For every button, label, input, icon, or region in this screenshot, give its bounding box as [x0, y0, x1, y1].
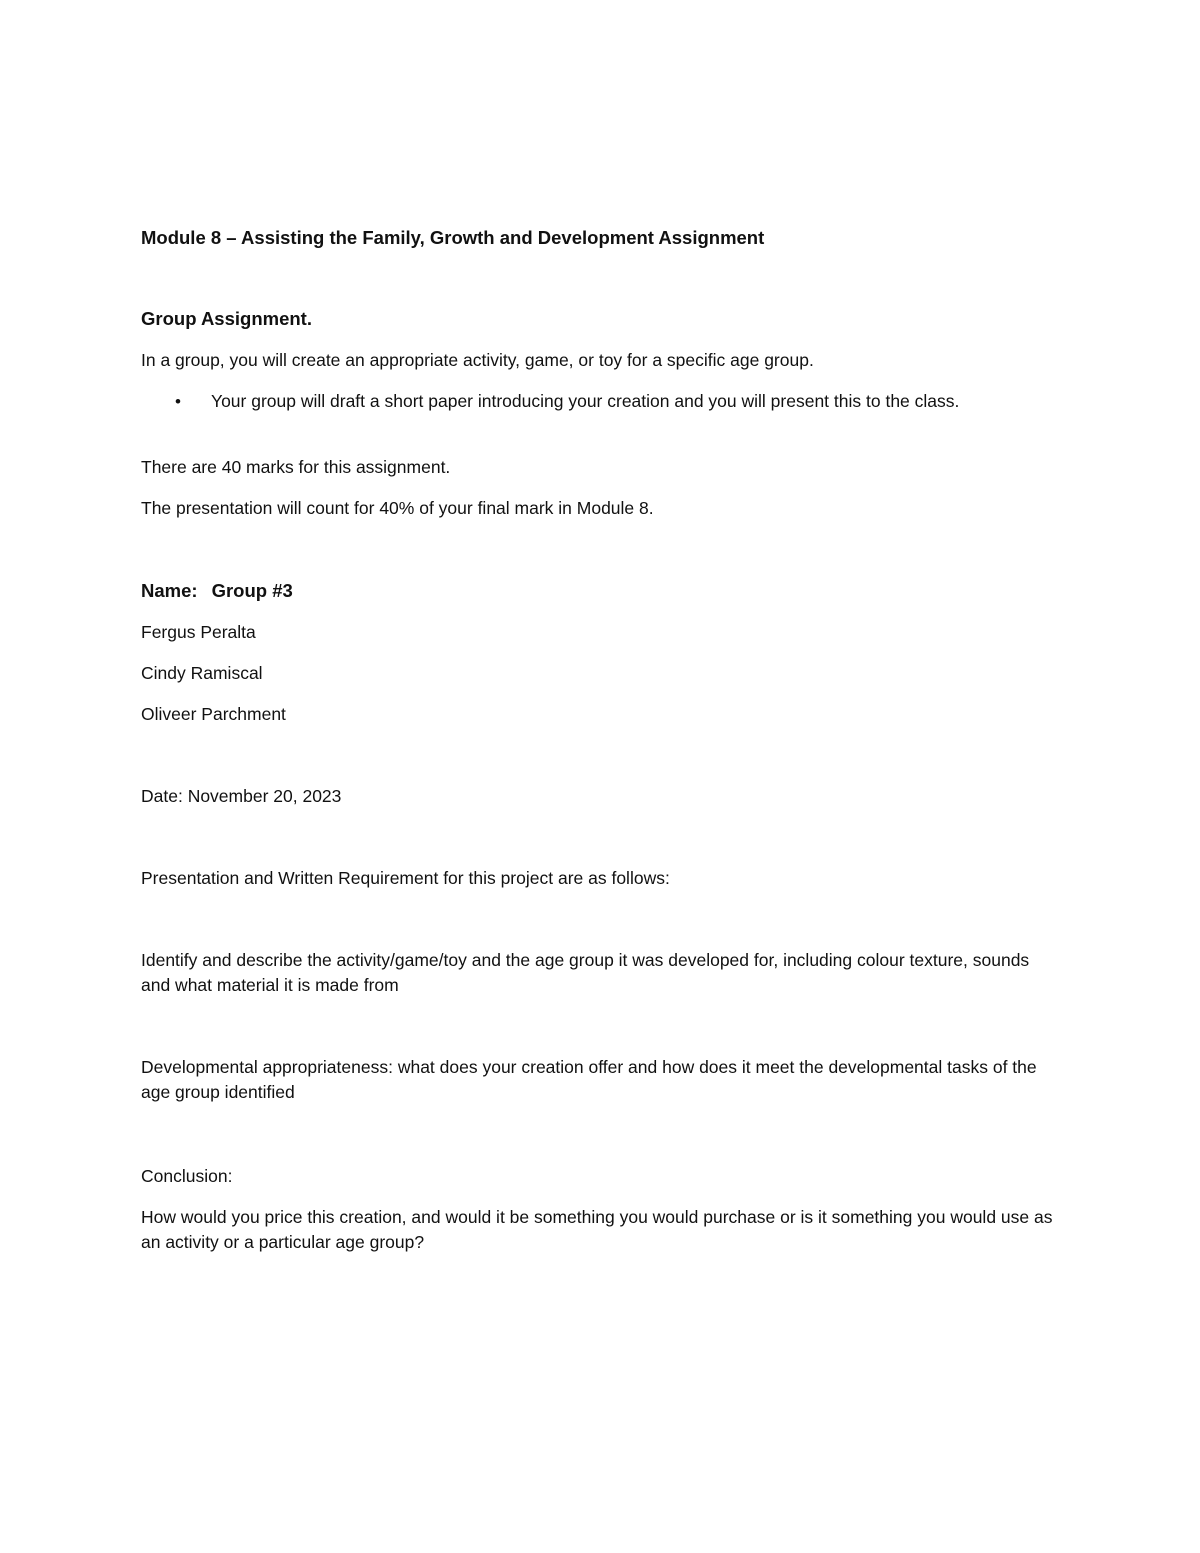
- member-name: Cindy Ramiscal: [141, 663, 263, 683]
- member-name: Oliveer Parchment: [141, 704, 286, 724]
- name-line: [141, 578, 293, 603]
- bullet-item: Your group will draft a short paper introducing your creation and you will present this to the class.: [211, 391, 960, 411]
- conclusion-label: Conclusion:: [141, 1166, 233, 1186]
- bullet-marker: •: [175, 392, 181, 411]
- section-heading: Group Assignment.: [141, 308, 312, 329]
- document-title: Module 8 – Assisting the Family, Growth and Development Assignment: [141, 227, 765, 248]
- name-label: Name:: [141, 580, 198, 601]
- requirement-identify: Identify and describe the activity/game/toy and the age group it was developed for, including colour texture, sounds and what material it is made from: [141, 950, 1030, 995]
- weight-paragraph: The presentation will count for 40% of your final mark in Module 8.: [141, 498, 654, 518]
- marks-paragraph: There are 40 marks for this assignment.: [141, 457, 451, 477]
- requirement-appropriateness: Developmental appropriateness: what does your creation offer and how does it meet the developmental tasks of the age group identified: [141, 1057, 1037, 1102]
- requirements-intro: Presentation and Written Requirement for this project are as follows:: [141, 868, 670, 888]
- date-line: Date: November 20, 2023: [141, 786, 342, 806]
- member-name: Fergus Peralta: [141, 622, 256, 642]
- intro-paragraph: In a group, you will create an appropriate activity, game, or toy for a specific age group.: [141, 350, 814, 370]
- group-label: Group #3: [211, 580, 293, 601]
- conclusion-text: How would you price this creation, and would it be something you would purchase or is it something you would use as an activity or a particular age group?: [141, 1207, 1053, 1252]
